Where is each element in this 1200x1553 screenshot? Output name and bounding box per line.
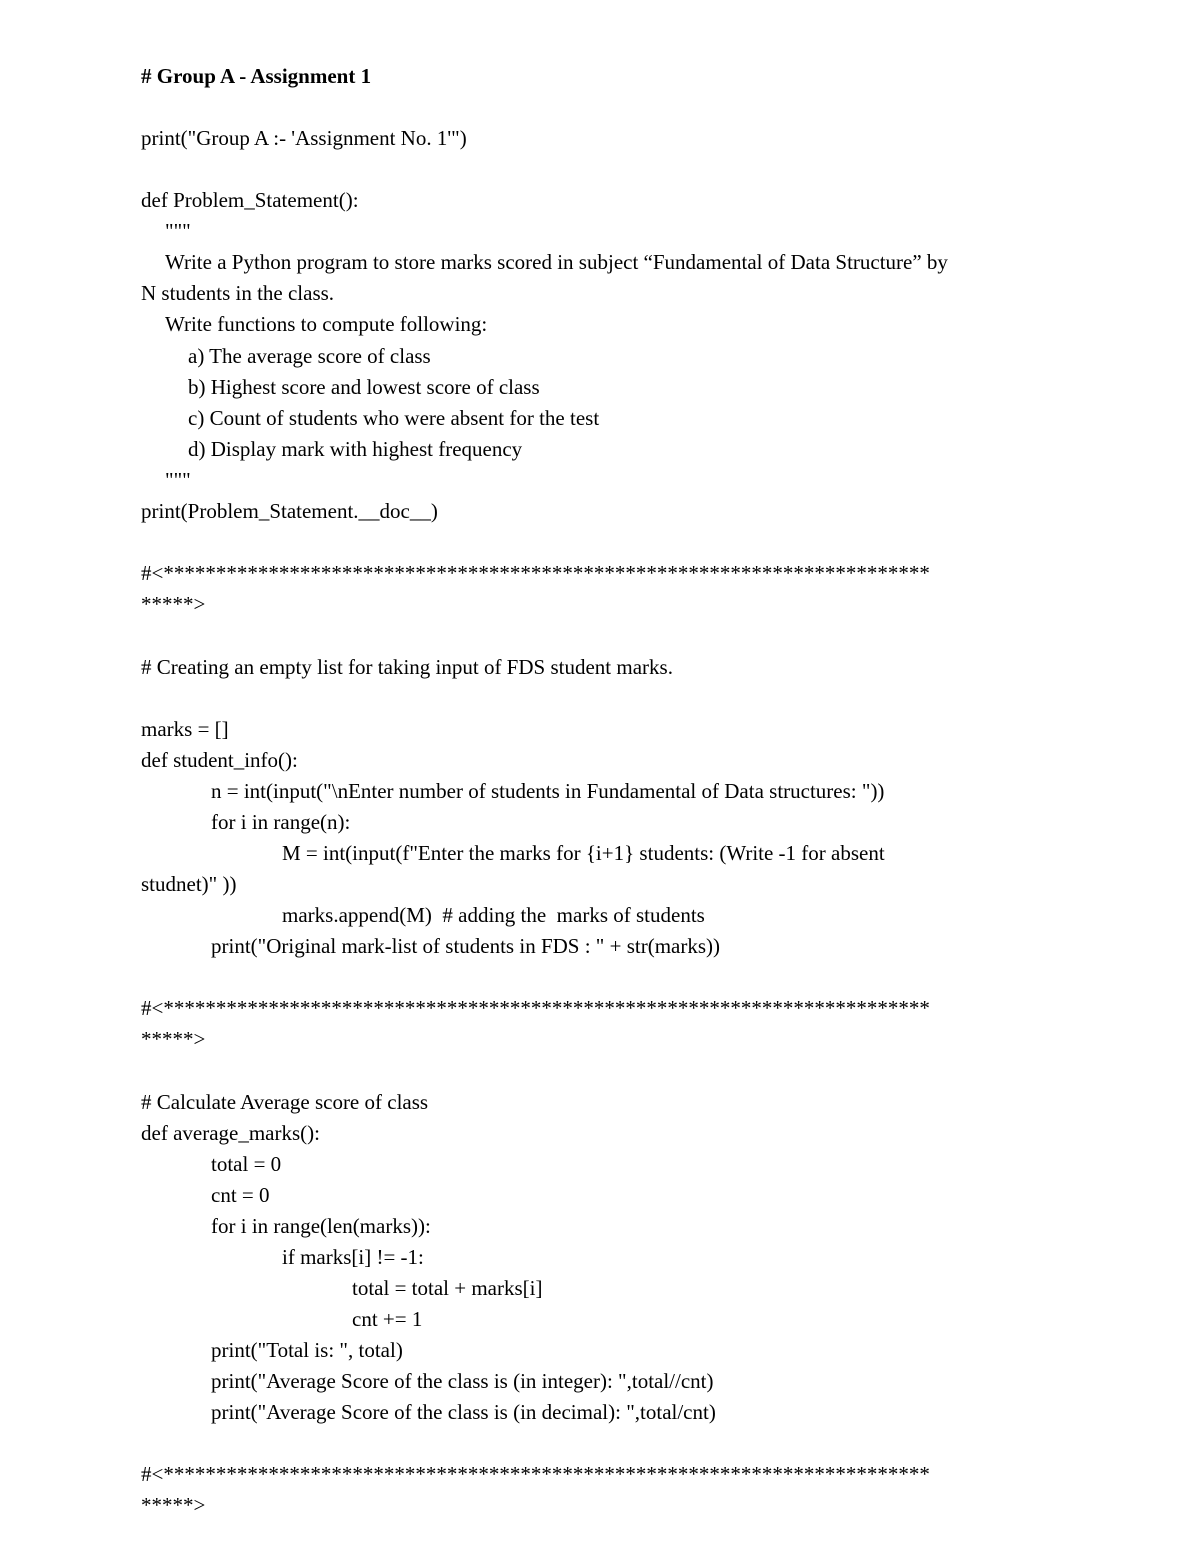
code-line-def-average: def average_marks(): <box>141 1121 320 1145</box>
code-line-cnt-init: cnt = 0 <box>211 1183 270 1207</box>
code-line-item-c: c) Count of students who were absent for the test <box>188 406 600 430</box>
code-line-item-d: d) Display mark with highest frequency <box>188 437 523 461</box>
code-line-cnt-inc: cnt += 1 <box>352 1307 423 1331</box>
code-line-if-absent: if marks[i] != -1: <box>282 1245 424 1269</box>
code-line-for-range-n: for i in range(n): <box>211 810 351 834</box>
code-line-def-problem: def Problem_Statement(): <box>141 188 359 212</box>
separator-line: #<************************************************************************* <box>141 1462 930 1486</box>
separator-line-end: *****> <box>141 1493 206 1517</box>
code-line-print-total: print("Total is: ", total) <box>211 1338 403 1362</box>
code-comment-average: # Calculate Average score of class <box>141 1090 429 1114</box>
document-heading: # Group A - Assignment 1 <box>141 64 372 88</box>
code-line-print-doc: print(Problem_Statement.__doc__) <box>141 499 438 523</box>
code-line-item-a: a) The average score of class <box>188 344 431 368</box>
separator-line-end: *****> <box>141 1027 206 1051</box>
code-line-desc-1: Write a Python program to store marks scored in subject “Fundamental of Data Structure” by <box>165 250 948 274</box>
code-line-print-original: print("Original mark-list of students in FDS : " + str(marks)) <box>211 934 721 958</box>
code-line-print-avg-int: print("Average Score of the class is (in integer): ",total//cnt) <box>211 1369 714 1393</box>
code-line-def-student-info: def student_info(): <box>141 748 298 772</box>
code-line-item-b: b) Highest score and lowest score of class <box>188 375 540 399</box>
separator-line-end: *****> <box>141 592 206 616</box>
code-line-n-input: n = int(input("\nEnter number of students in Fundamental of Data structures: ")) <box>211 779 885 803</box>
separator-line: #<************************************************************************* <box>141 996 930 1020</box>
code-line-total-init: total = 0 <box>211 1152 282 1176</box>
code-line-m-input: M = int(input(f"Enter the marks for {i+1} students: (Write -1 for absent <box>282 841 885 865</box>
code-line-print-group: print("Group A :- 'Assignment No. 1'") <box>141 126 467 150</box>
code-line-docstring-close: """ <box>165 468 191 492</box>
separator-line: #<************************************************************************* <box>141 561 930 585</box>
code-line-desc-2: N students in the class. <box>141 281 335 305</box>
code-line-m-input-wrap: studnet)" )) <box>141 872 237 896</box>
code-line-desc-3: Write functions to compute following: <box>165 312 488 336</box>
code-line-for-len: for i in range(len(marks)): <box>211 1214 431 1238</box>
code-line-docstring-open: """ <box>165 219 191 243</box>
code-line-print-avg-dec: print("Average Score of the class is (in decimal): ",total/cnt) <box>211 1400 716 1424</box>
code-line-marks-init: marks = [] <box>141 717 229 741</box>
code-comment-empty-list: # Creating an empty list for taking input of FDS student marks. <box>141 655 673 679</box>
code-line-total-add: total = total + marks[i] <box>352 1276 543 1300</box>
code-line-marks-append: marks.append(M) # adding the marks of students <box>282 903 705 927</box>
